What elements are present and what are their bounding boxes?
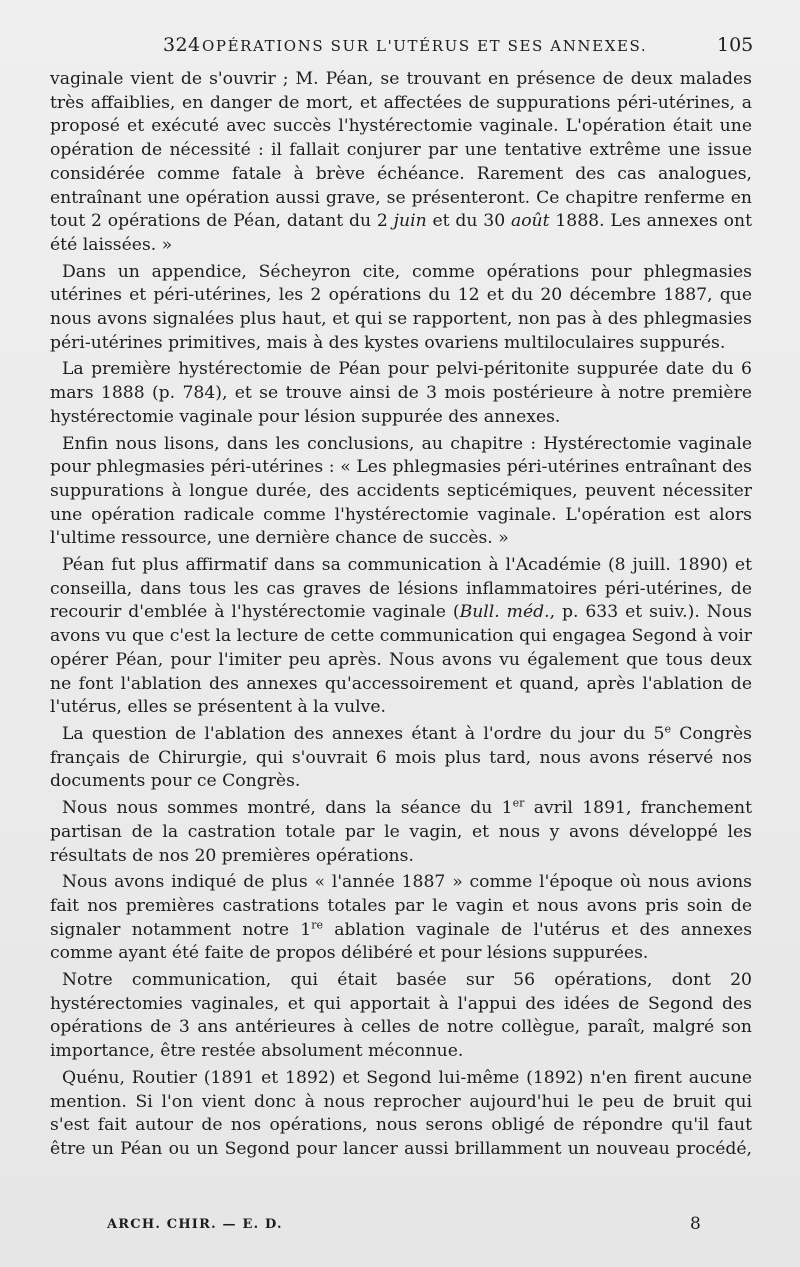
running-header — [0, 34, 800, 62]
paragraph: Enfin nous lisons, dans les conclusions, au chapitre : Hystérectomie vaginale pour phlegmasies péri-utérines : « Les phlegmasies péri-utérines entraînant des suppurations à longue durée, des accidents septicémiques, peuvent nécessiter une opération radicale comme l'hystérectomie vaginale. L'opération est alors l'ultime ressource, une dernière chance de succès. » — [50, 433, 752, 549]
paragraph: Nous avons indiqué de plus « l'année 1887 » comme l'époque où nous avions fait nos premières castrations totales par le vagin et nous avons pris soin de signaler notamment notre 1re ablation vaginale de l'utérus et des annexes comme ayant été faite de propos délibéré et pour lésions suppurées. — [50, 872, 753, 964]
right-page-number: 105 — [717, 34, 754, 56]
left-page-number: 324 — [163, 34, 201, 56]
page-footer — [0, 1214, 800, 1238]
paragraph: Nous nous sommes montré, dans la séance du 1er avril 1891, franchement partisan de la castration totale par le vagin, et nous y avons développé les résultats de nos 20 premières opérations. — [50, 796, 752, 866]
paragraph: Péan fut plus affirmatif dans sa communication à l'Académie (8 juill. 1890) et conseilla, dans tous les cas graves de lésions inflammatoires péri-utérines, de recourir d'emblée à l'hystérectomie vaginale (Bull. méd., p. 633 et suiv.). Nous avons vu que c'est la lecture de cette communication qui engagea Segond à voir opérer Péan, pour l'imiter peu après. Nous avons vu également que tous deux ne font l'ablation des annexes qu'accessoirement et quand, après l'ablation de l'utérus, elles se présentent à la vulve. — [50, 555, 752, 718]
sheet-number: 8 — [690, 1214, 701, 1234]
signature-mark: ARCH. CHIR. — E. D. — [107, 1217, 283, 1232]
paragraph: Dans un appendice, Sécheyron cite, comme opérations pour phlegmasies utérines et péri-utérines, les 2 opérations du 12 et du 20 décembre 1887, que nous avons signalées plus haut, et qui se rapportent, non pas à des phlegmasies péri-utérines primitives, mais à des kystes ovariens multiloculaires suppurés. — [50, 261, 752, 353]
paragraph-continuation: vaginale vient de s'ouvrir ; M. Péan, se trouvant en présence de deux malades très affaiblies, en danger de mort, et affectées de suppurations péri-utérines, a proposé et exécuté avec succès l'hystérectomie vaginale. L'opération était une opération de nécessité : il fallait conjurer par une tentative extrême une issue considérée comme fatale à brève échéance. Rarement des cas analogues, entraînant une opération aussi grave, se présenteront. Ce chapitre renferme en tout 2 opérations de Péan, datant du 2 juin et du 30 août 1888. Les annexes ont été laissées. » — [50, 69, 752, 255]
running-title: OPÉRATIONS SUR L'UTÉRUS ET SES ANNEXES. — [202, 37, 648, 55]
body-text — [50, 68, 752, 1162]
paragraph: Notre communication, qui était basée sur 56 opérations, dont 20 hystérectomies vaginales, et qui apportait à l'appui des idées de Segond des opérations de 3 ans antérieures à celles de notre collègue, paraît, malgré son importance, être restée absolument méconnue. — [50, 970, 752, 1062]
paragraph: La première hystérectomie de Péan pour pelvi-péritonite suppurée date du 6 mars 1888 (p. 784), et se trouve ainsi de 3 mois postérieure à notre première hystérectomie vaginale pour lésion suppurée des annexes. — [50, 359, 752, 427]
paragraph: Quénu, Routier (1891 et 1892) et Segond lui-même (1892) n'en firent aucune mention. Si l'on vient donc à nous reprocher aujourd'hui le peu de bruit qui s'est fait autour de nos opérations, nous serons obligé de répondre qu'il faut être un Péan ou un Segond pour lancer aussi brillamment un nouveau procédé, — [50, 1067, 752, 1159]
paragraph: La question de l'ablation des annexes étant à l'ordre du jour du 5e Congrès français de Chirurgie, qui s'ouvrait 6 mois plus tard, nous avons réservé nos documents pour ce Congrès. — [50, 722, 752, 792]
